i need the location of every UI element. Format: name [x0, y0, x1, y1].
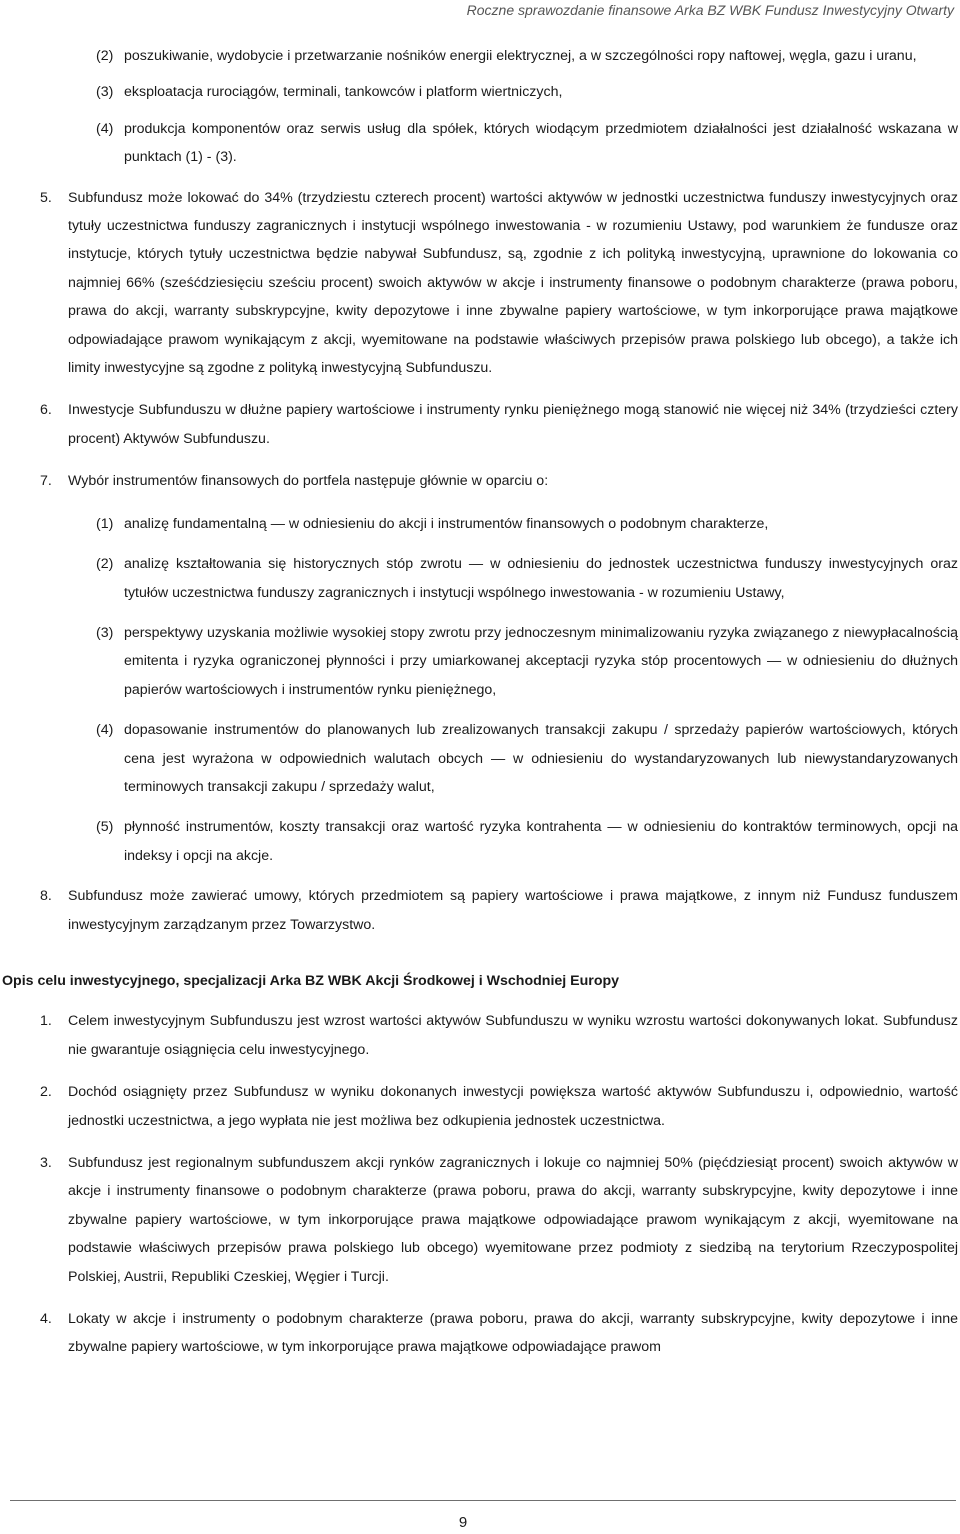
list-marker: (5) — [96, 819, 114, 836]
section-heading: Opis celu inwestycyjnego, specjalizacji Arka BZ WBK Akcji Środkowej i Wschodniej Europy — [2, 972, 620, 989]
list-marker: (4) — [96, 120, 114, 137]
list-item — [0, 619, 958, 704]
item-text: Subfundusz może lokować do 34% (trzydziestu czterech procent) wartości aktywów w jednostki uczestnictwa funduszy inwestycyjnych oraz tytuły uczestnictwa funduszy zagranicznych i instytucji wspólnego inwestowania - w rozumieniu Ustawy, pod warunkiem że fundusze oraz instytucje, których tytuły uczestnictwa będzie nabywał Subfundusz, są, zgodnie z ich polityką inwestycyjną, uprawnione do lokowania co najmniej 66% (sześćdziesięciu sześciu procent) swoich aktywów w akcje i instrumenty finansowe o podobnym charakterze (prawa poboru, prawa do akcji, warranty subskrypcyjne, kwity depozytowe i inne zbywalne papiery wartościowe, w tym inkorporujące prawa majątkowe odpowiadające prawom wynikającym z akcji, wyemitowane na podstawie właściwych przepisów prawa polskiego lub obcego), a także ich limity inwestycyjne są zgodne z polityką inwestycyjną Subfunduszu. — [68, 189, 958, 377]
item-text: Lokaty w akcje i instrumenty o podobnym charakterze (prawa poboru, prawa do akcji, warranty subskrypcyjne, kwity depozytowe i inne zbywalne papiery wartościowe, w tym inkorporujące prawa majątkowe odpowiadające prawom — [68, 1311, 958, 1356]
list-item-text: produkcja komponentów oraz serwis usług dla spółek, których wiodącym przedmiotem działalności jest działalność wskazana w punktach (1) - (3). — [124, 120, 958, 166]
list-item-text: dopasowanie instrumentów do planowanych lub zrealizowanych transakcji zakupu / sprzedaży papierów wartościowych, których cena jest wyrażona w odpowiednich walutach obcych — w odniesieniu do wystandaryzowanych lub niewystandaryzowanych terminowych transakcji zakupu / sprzedaży walut, — [124, 722, 958, 795]
list-item — [0, 813, 958, 870]
page-number: 9 — [458, 1514, 468, 1531]
list-marker: (3) — [96, 624, 114, 641]
list-marker: (3) — [96, 84, 114, 101]
list-item — [0, 78, 958, 106]
list-marker: (2) — [96, 48, 114, 64]
list-item-text: analizę fundamentalną — w odniesieniu do akcji i instrumentów finansowych o podobnym charakterze, — [124, 515, 769, 532]
numbered-item — [0, 396, 958, 453]
item-number: 6. — [40, 402, 52, 419]
item-number: 3. — [40, 1155, 52, 1171]
list-item-text: analizę kształtowania się historycznych stóp zwrotu — w odniesieniu do jednostek uczestnictwa funduszy inwestycyjnych oraz tytułów uczestnictwa funduszy zagranicznych i instytucji wspólnego inwestowania - w rozumieniu Ustawy, — [124, 556, 958, 601]
item-number: 4. — [40, 1311, 52, 1328]
item-number: 7. — [40, 473, 52, 490]
item-number: 2. — [40, 1084, 52, 1101]
numbered-item — [0, 1007, 958, 1064]
list-item-text: eksploatacja rurociągów, terminali, tankowców i platform wiertniczych, — [124, 84, 563, 101]
page-content — [0, 42, 958, 1362]
item-number: 8. — [40, 888, 52, 905]
item-text: Dochód osiągnięty przez Subfundusz w wyniku dokonanych inwestycji powiększa wartość aktywów Subfunduszu i, odpowiednio, wartość jednostki uczestnictwa, a jego wypłata nie jest możliwa bez odkupienia jednostek uczestnictwa. — [68, 1084, 958, 1129]
item-text: Celem inwestycyjnym Subfunduszu jest wzrost wartości aktywów Subfunduszu w wyniku wzrostu wartości dokonywanych lokat. Subfundusz nie gwarantuje osiągnięcia celu inwestycyjnego. — [68, 1013, 958, 1058]
list-item — [0, 115, 958, 172]
list-item — [0, 550, 958, 607]
item-text: Wybór instrumentów finansowych do portfela następuje głównie w oparciu o: — [68, 473, 549, 490]
document-header: Roczne sprawozdanie finansowe Arka BZ WBK Fundusz Inwestycyjny Otwarty — [466, 2, 954, 18]
list-item-text: poszukiwanie, wydobycie i przetwarzanie nośników energii elektrycznej, a w szczególności ropy naftowej, węgla, gazu i uranu, — [124, 48, 917, 64]
list-item — [0, 716, 958, 801]
numbered-item — [0, 1149, 958, 1291]
list-marker: (2) — [96, 556, 114, 573]
item-text: Subfundusz może zawierać umowy, których przedmiotem są papiery wartościowe i prawa majątkowe, z innym niż Fundusz funduszem inwestycyjnym zarządzanym przez Towarzystwo. — [68, 888, 958, 933]
list-item-text: płynność instrumentów, koszty transakcji oraz wartość ryzyka kontrahenta — w odniesieniu do kontraktów terminowych, opcji na indeksy i opcji na akcje. — [124, 819, 958, 864]
numbered-item — [0, 1305, 958, 1362]
numbered-item — [0, 184, 958, 383]
item-text: Subfundusz jest regionalnym subfunduszem akcji rynków zagranicznych i lokuje co najmniej 50% (pięćdziesiąt procent) swoich aktywów w akcje i instrumenty finansowe o podobnym charakterze (prawa poboru, prawa do akcji, warranty subskrypcyjne, kwity depozytowe i inne zbywalne papiery wartościowe, w tym inkorporujące prawa majątkowe odpowiadające prawom wynikającym z akcji, wyemitowane na podstawie właściwych przepisów prawa polskiego lub obcego) wyemitowane przez podmioty z siedzibą na terytorium Rzeczypospolitej Polskiej, Austrii, Republiki Czeskiej, Węgier i Turcji. — [68, 1155, 958, 1285]
numbered-item — [0, 1078, 958, 1135]
list-marker: (4) — [96, 722, 114, 739]
item-number: 1. — [40, 1013, 52, 1030]
item-text: Inwestycje Subfunduszu w dłużne papiery wartościowe i instrumenty rynku pieniężnego mogą stanowić nie więcej niż 34% (trzydzieści cztery procent) Aktywów Subfunduszu. — [68, 402, 958, 447]
list-item-text: perspektywy uzyskania możliwie wysokiej stopy zwrotu przy jednoczesnym minimalizowaniu ryzyka związanego z niewypłacalnością emitenta i ryzyka ograniczonej płynności i przy umiarkowanej akceptacji ryzyka stóp procentowych — w odniesieniu do dłużnych papierów wartościowych i instrumentów rynku pieniężnego, — [124, 624, 958, 698]
numbered-item — [0, 467, 958, 495]
item-number: 5. — [40, 189, 52, 206]
list-item — [0, 510, 958, 538]
footer-divider — [10, 1500, 956, 1501]
numbered-item — [0, 882, 958, 939]
list-item — [0, 42, 958, 70]
list-marker: (1) — [96, 515, 114, 532]
